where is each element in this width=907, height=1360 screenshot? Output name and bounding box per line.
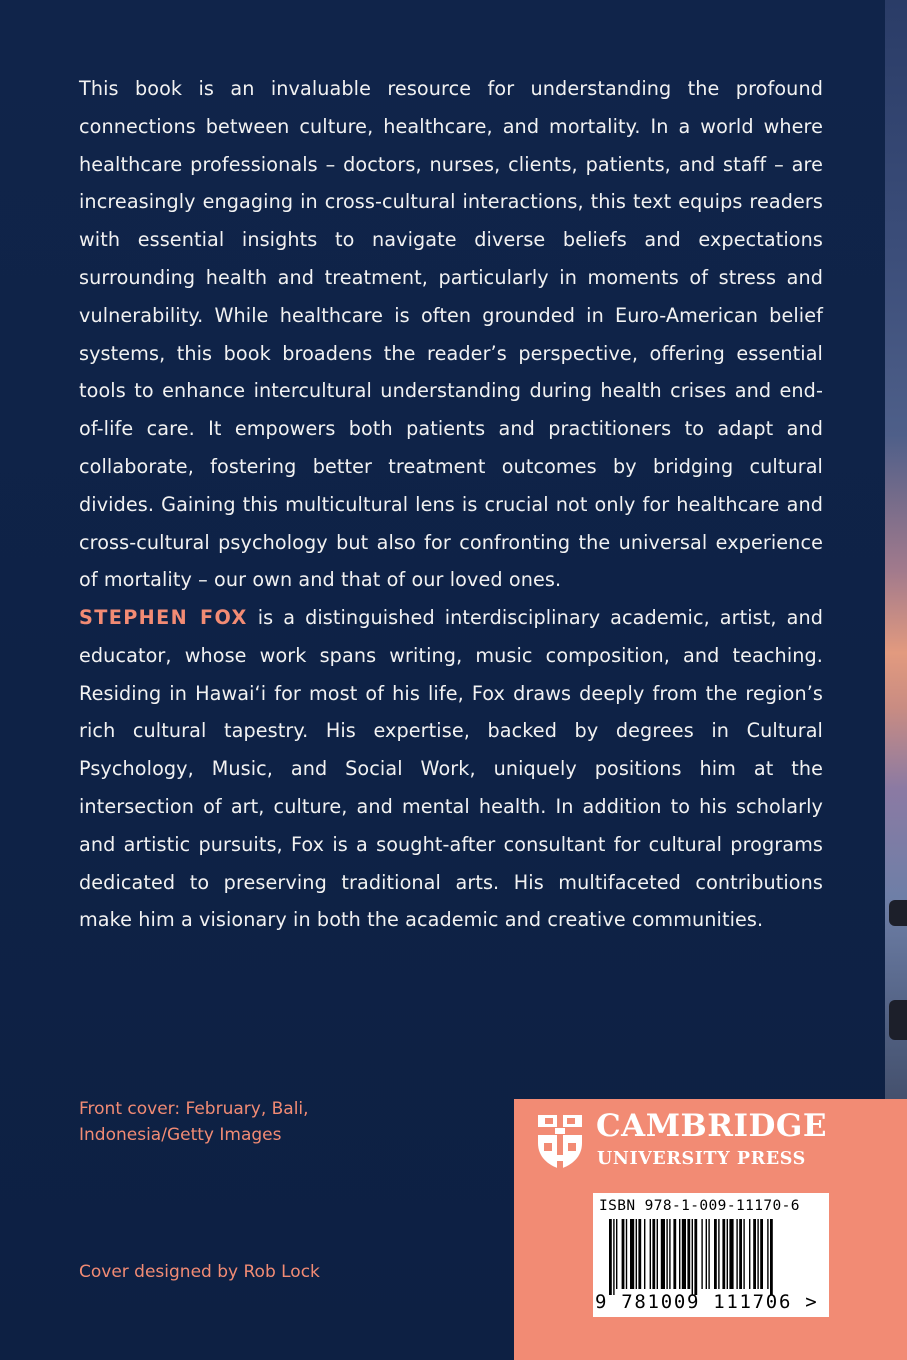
cambridge-crest-icon	[536, 1113, 584, 1171]
barcode-bar	[622, 1219, 625, 1289]
barcode-bar	[701, 1219, 702, 1289]
barcode-bar	[630, 1219, 634, 1289]
barcode-bar	[682, 1219, 686, 1289]
barcode-bar	[743, 1219, 744, 1289]
barcode-bar	[673, 1219, 676, 1289]
barcode-bar	[736, 1219, 737, 1289]
barcode-bar	[679, 1219, 680, 1289]
barcode-bar	[661, 1219, 665, 1289]
barcode-bar	[770, 1219, 773, 1295]
barcode-bar	[708, 1219, 709, 1289]
barcode-bar	[666, 1219, 667, 1289]
barcode-bar	[652, 1219, 655, 1289]
barcode-bar	[687, 1219, 690, 1289]
front-cover-credit: Front cover: February, Bali, Indonesia/Getty Images	[79, 1099, 309, 1145]
author-bio	[79, 599, 823, 939]
author-bio-text: is a distinguished interdisciplinary academic, artist, and educator, whose work spans writing, music composition, and teaching. Residing in Hawai‘i for most of his life, Fox draws deeply from the region’s rich cultural tapestry. His expertise, backed by degrees in Cultural Psychology, Music, and Social Work, uniquely positions him at the intersection of art, culture, and mental health. In addition to his scholarly and artistic pursuits, Fox is a sought-after consultant for cultural programs dedicated to preserving traditional arts. His multifaceted contributions make him a visionary in both the academic and creative communities.	[79, 606, 823, 932]
publisher-block	[514, 1099, 907, 1360]
barcode-bar	[760, 1219, 763, 1289]
barcode-bar	[616, 1219, 617, 1289]
barcode-bar	[739, 1219, 742, 1289]
publisher-subname: UNIVERSITY PRESS	[597, 1149, 806, 1169]
barcode-bar	[657, 1219, 658, 1289]
barcode-bar	[692, 1219, 693, 1295]
barcode-bar	[722, 1219, 725, 1289]
rock-silhouette	[889, 900, 907, 926]
designer-credit: Cover designed by Rob Lock	[79, 1262, 320, 1282]
barcode-bar	[757, 1219, 758, 1289]
isbn-barcode	[593, 1193, 829, 1317]
barcode-bar	[749, 1219, 750, 1289]
barcode-bar	[644, 1219, 645, 1289]
barcode-bar	[636, 1219, 637, 1289]
barcode-digits: 9 781009 111706 >	[595, 1291, 819, 1313]
publisher-name: CAMBRIDGE	[596, 1108, 827, 1144]
barcode-bar	[626, 1219, 627, 1289]
barcode-bar	[638, 1219, 641, 1289]
barcode-bar	[753, 1219, 756, 1289]
book-description: This book is an invaluable resource for understanding the profound connections between culture, healthcare, and mortality. In a world where healthcare professionals – doctors, nurses, clients, patients, and staff – are increasingly engaging in cross-cultural interactions, this text equips readers with essential insights to navigate diverse beliefs and expectations surrounding health and treatment, particularly in moments of stress and vulnerability. While healthcare is often grounded in Euro-American belief systems, this book broadens the reader’s perspective, offering essential tools to enhance intercultural understanding during health crises and end-of-life care. It empowers both patients and practitioners to adapt and collaborate, fostering better treatment outcomes by bridging cultural divides. Gaining this multicultural lens is crucial not only for healthcare and cross-cultural psychology but also for confronting the universal experience of mortality – our own and that of our loved ones.	[79, 77, 823, 592]
barcode-bar	[669, 1219, 670, 1289]
barcode-bar	[718, 1219, 719, 1289]
barcode-bar	[706, 1219, 707, 1289]
barcode-bar	[729, 1219, 733, 1289]
barcode-bar	[613, 1219, 614, 1295]
barcode-bar	[727, 1219, 728, 1289]
isbn-label: ISBN 978-1-009-11170-6	[599, 1198, 800, 1214]
rock-silhouette	[889, 1000, 907, 1040]
barcode-bar	[694, 1219, 697, 1295]
barcode-bar	[767, 1219, 768, 1289]
barcode-bar	[650, 1219, 651, 1289]
barcode-bar	[609, 1219, 612, 1295]
author-name: STEPHEN FOX	[79, 606, 248, 629]
barcode-bar	[714, 1219, 717, 1289]
